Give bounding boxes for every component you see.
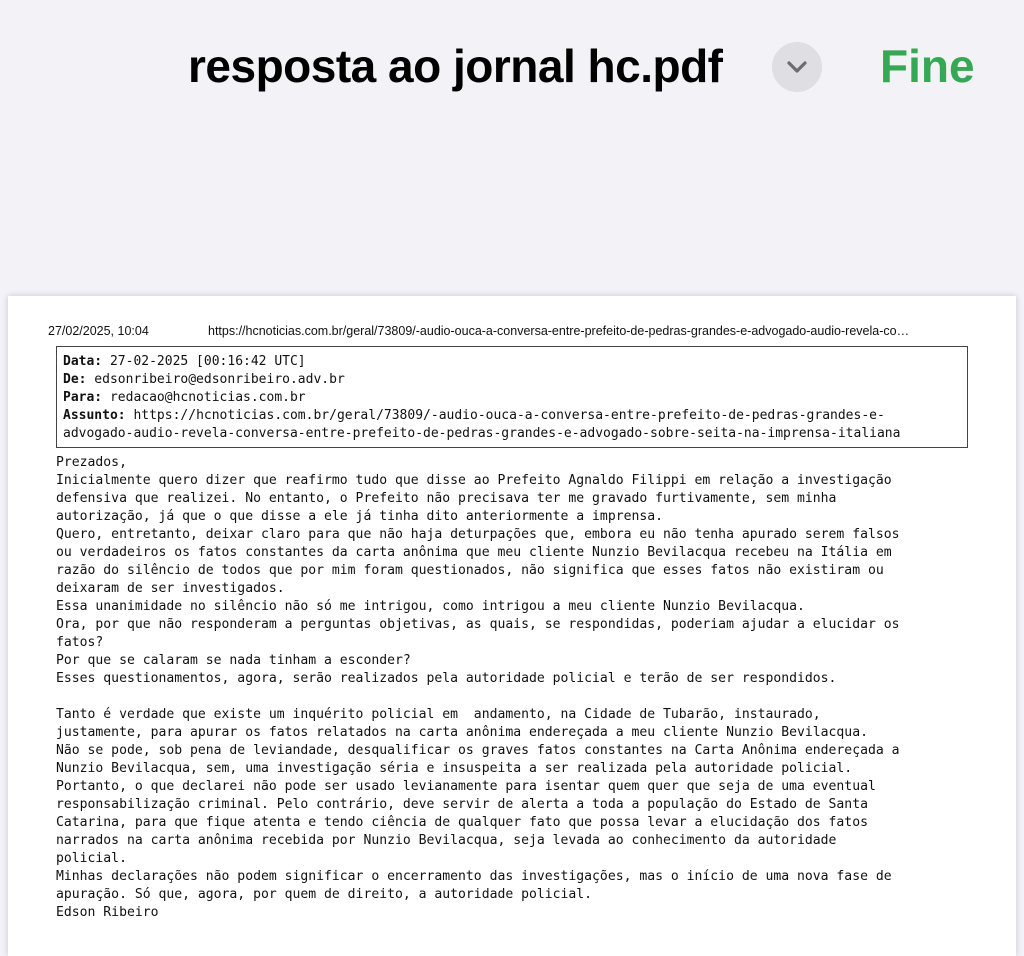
body-line: responsabilização criminal. Pelo contrário, deve servir de alerta a toda a população do Estado de Santa [56, 797, 868, 812]
body-line: Tanto é verdade que existe um inquérito policial em andamento, na Cidade de Tubarão, instaurado, [56, 707, 821, 722]
meta-from-label: De: [63, 372, 87, 387]
meta-to-value: redacao@hcnoticias.com.br [102, 390, 306, 405]
body-line: ou verdadeiros os fatos constantes da carta anônima que meu cliente Nunzio Bevilacqua recebeu na Itália em [56, 545, 892, 560]
meta-subject [63, 407, 961, 425]
body-line: policial. [56, 851, 127, 866]
body-line: Por que se calaram se nada tinham a esconder? [56, 653, 411, 668]
signature: Edson Ribeiro [56, 905, 159, 920]
print-url: https://hcnoticias.com.br/geral/73809/-audio-ouca-a-conversa-entre-prefeito-de-pedras-grandes-e-advogado-audio-revela-co… [208, 324, 910, 338]
body-line: Inicialmente quero dizer que reafirmo tudo que disse ao Prefeito Agnaldo Filippi em relação a investigação [56, 473, 892, 488]
email-meta-box [56, 346, 968, 448]
meta-to-label: Para: [63, 390, 103, 405]
pdf-page [8, 296, 1016, 956]
body-line: autorização, já que o que disse a ele já tinha dito anteriormente a imprensa. [56, 509, 663, 524]
body-line: Catarina, para que fique atenta e tendo ciência de qualquer fato que possa levar a elucidação dos fatos [56, 815, 868, 830]
meta-subject-cont: advogado-audio-revela-conversa-entre-prefeito-de-pedras-grandes-e-advogado-sobre-seita-na-imprensa-italiana [63, 426, 901, 441]
body-line [56, 688, 976, 706]
body-line: defensiva que realizei. No entanto, o Prefeito não precisava ter me gravado furtivamente, sem minha [56, 491, 837, 506]
meta-subject-value: https://hcnoticias.com.br/geral/73809/-audio-ouca-a-conversa-entre-prefeito-de-pedras-grandes-e- [125, 408, 885, 423]
meta-from [63, 371, 961, 389]
body-line: Não se pode, sob pena de leviandade, desqualificar os graves fatos constantes na Carta Anônima endereçada a [56, 743, 900, 758]
meta-from-value: edsonribeiro@edsonribeiro.adv.br [86, 372, 345, 387]
document-title[interactable]: resposta ao jornal hc.pdf [188, 40, 723, 92]
done-button[interactable]: Fine [880, 40, 975, 92]
title-menu-button[interactable] [772, 42, 822, 92]
body-line: fatos? [56, 635, 104, 650]
body-line: justamente, para apurar os fatos relatados na carta anônima endereçada a meu cliente Nunzio Bevilacqua. [56, 725, 868, 740]
body-line: Minhas declarações não podem significar o encerramento das investigações, mas o início de uma nova fase de [56, 869, 892, 884]
body-line: Quero, entretanto, deixar claro para que não haja deturpações que, embora eu não tenha apurado serem falsos [56, 527, 900, 542]
meta-date-value: 27-02-2025 [00:16:42 UTC] [102, 354, 306, 369]
body-line: Nunzio Bevilacqua, sem, uma investigação séria e insuspeita a ser realizada pela autoridade policial. [56, 761, 853, 776]
body-line: Ora, por que não responderam a perguntas objetivas, as quais, se respondidas, poderiam ajudar a elucidar os [56, 617, 900, 632]
top-bar [0, 0, 1024, 295]
body-line: Essa unanimidade no silêncio não só me intrigou, como intrigou a meu cliente Nunzio Bevilacqua. [56, 599, 805, 614]
body-line: deixaram de ser investigados. [56, 581, 285, 596]
body-line: Portanto, o que declarei não pode ser usado levianamente para isentar quem quer que seja de uma eventual [56, 779, 876, 794]
body-line: Prezados, [56, 455, 127, 470]
meta-date-label: Data: [63, 354, 103, 369]
meta-subject-label: Assunto: [63, 408, 126, 423]
body-line: apuração. Só que, agora, por quem de direito, a autoridade policial. [56, 887, 593, 902]
body-line: razão do silêncio de todos que por mim foram questionados, não significa que esses fatos não existiram ou [56, 563, 884, 578]
email-body [56, 454, 976, 922]
print-date: 27/02/2025, 10:04 [48, 324, 149, 338]
body-line: narrados na carta anônima recebida por Nunzio Bevilacqua, seja levada ao conhecimento da autoridade [56, 833, 837, 848]
body-line: Esses questionamentos, agora, serão realizados pela autoridade policial e terão de ser respondidos. [56, 671, 837, 686]
meta-date [63, 353, 961, 371]
meta-to [63, 389, 961, 407]
chevron-down-icon [786, 60, 808, 74]
